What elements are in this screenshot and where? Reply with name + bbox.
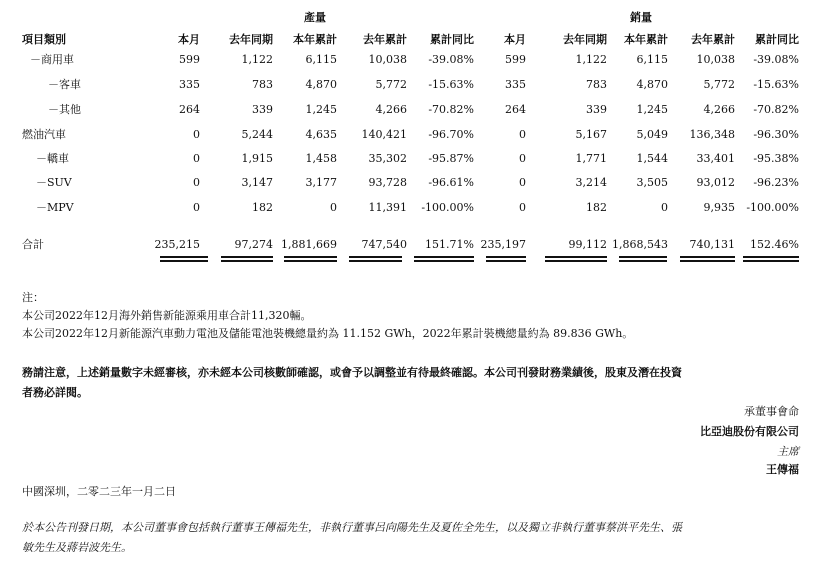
sales-cell: 0 <box>519 128 526 141</box>
row-label: －轎車 <box>36 152 69 165</box>
sales-cell: 136,348 <box>689 128 735 141</box>
production-yoy-header: 累計同比 <box>430 33 474 46</box>
category-column-header: 項目類別 <box>22 33 66 46</box>
sales-cell: -15.63% <box>753 78 799 91</box>
sales-cell: 10,038 <box>696 53 735 66</box>
double-underline <box>743 256 799 262</box>
production-cell: 4,870 <box>305 78 337 91</box>
production-cell: 1,915 <box>241 152 273 165</box>
production-cell: 0 <box>193 128 200 141</box>
sales-cell: 335 <box>505 78 526 91</box>
production-cell: 747,540 <box>361 238 407 251</box>
sales-cell: 1,245 <box>636 103 668 116</box>
row-label: －商用車 <box>30 53 74 66</box>
production-cell: -39.08% <box>428 53 474 66</box>
production-cell: -96.70% <box>428 128 474 141</box>
place-date: 中國深圳，二零二三年一月二日 <box>22 485 176 498</box>
sales-cell: 264 <box>505 103 526 116</box>
sales-prev-same-header: 去年同期 <box>563 33 607 46</box>
sales-cell: -70.82% <box>753 103 799 116</box>
production-month-header: 本月 <box>178 33 200 46</box>
sales-cell: 93,012 <box>696 176 735 189</box>
production-cell: 151.71% <box>425 238 474 251</box>
row-label: －其他 <box>48 103 81 116</box>
sales-cell: 339 <box>586 103 607 116</box>
signature-name: 王傳福 <box>766 463 799 476</box>
double-underline <box>160 256 208 262</box>
sales-cell: 0 <box>519 176 526 189</box>
production-cell: 339 <box>252 103 273 116</box>
production-cell: 783 <box>252 78 273 91</box>
sales-cell: 1,122 <box>575 53 607 66</box>
sales-cell: -96.23% <box>753 176 799 189</box>
production-prev-same-header: 去年同期 <box>229 33 273 46</box>
production-cell: 6,115 <box>305 53 337 66</box>
sales-cell: 1,868,543 <box>612 238 668 251</box>
sales-cell: 0 <box>519 201 526 214</box>
row-label: －客車 <box>48 78 81 91</box>
signature-company: 比亞迪股份有限公司 <box>700 425 799 438</box>
sales-cell: 1,771 <box>575 152 607 165</box>
row-label: 燃油汽車 <box>22 128 66 141</box>
production-cell: 5,772 <box>375 78 407 91</box>
row-label: －MPV <box>36 201 74 214</box>
double-underline <box>349 256 402 262</box>
sales-yoy-header: 累計同比 <box>755 33 799 46</box>
production-cell: 5,244 <box>241 128 273 141</box>
row-label: 合計 <box>22 238 44 251</box>
footer-line-1: 於本公告刊發日期，本公司董事會包括執行董事王傳福先生，非執行董事呂向陽先生及夏佐全先生，以及獨立非執行董事蔡洪平先生、張 <box>22 521 682 534</box>
production-cell: 97,274 <box>234 238 273 251</box>
sales-cell: 9,935 <box>703 201 735 214</box>
sales-group-header: 銷量 <box>630 11 652 24</box>
sales-cell: 182 <box>586 201 607 214</box>
sales-cell: 235,197 <box>480 238 526 251</box>
production-cell: 0 <box>193 176 200 189</box>
double-underline <box>545 256 607 262</box>
production-ytd-header: 本年累計 <box>293 33 337 46</box>
production-cell: 1,458 <box>305 152 337 165</box>
production-cell: 3,147 <box>241 176 273 189</box>
production-cell: 0 <box>193 152 200 165</box>
double-underline <box>414 256 474 262</box>
production-cell: 35,302 <box>368 152 407 165</box>
warning-line-2: 者務必詳閱。 <box>22 386 88 399</box>
sales-cell: 3,505 <box>636 176 668 189</box>
production-cell: -95.87% <box>428 152 474 165</box>
sales-ytd-header: 本年累計 <box>624 33 668 46</box>
production-cell: 4,266 <box>375 103 407 116</box>
double-underline <box>486 256 526 262</box>
production-cell: 182 <box>252 201 273 214</box>
sales-cell: -95.38% <box>753 152 799 165</box>
double-underline <box>680 256 735 262</box>
production-cell: 1,122 <box>241 53 273 66</box>
production-cell: 10,038 <box>368 53 407 66</box>
note-line-2: 本公司2022年12月新能源汽車動力電池及儲能電池裝機總量約為 11.152 GWh，2022年累計裝機總量約為 89.836 GWh。 <box>22 327 634 340</box>
sales-cell: 5,049 <box>636 128 668 141</box>
sales-cell: 5,772 <box>703 78 735 91</box>
warning-line-1: 務請注意，上述銷量數字未經審核，亦未經本公司核數師確認，或會予以調整並有待最終確認。本公司刊發財務業績後，股東及潛在投資 <box>22 366 682 379</box>
sales-cell: 599 <box>505 53 526 66</box>
sales-cell: 0 <box>519 152 526 165</box>
sales-cell: -39.08% <box>753 53 799 66</box>
production-cell: 93,728 <box>368 176 407 189</box>
sales-cell: 6,115 <box>636 53 668 66</box>
production-cell: 11,391 <box>368 201 407 214</box>
production-cell: 3,177 <box>305 176 337 189</box>
production-cell: 599 <box>179 53 200 66</box>
sales-cell: 4,266 <box>703 103 735 116</box>
production-cell: -15.63% <box>428 78 474 91</box>
double-underline <box>221 256 273 262</box>
sales-cell: 0 <box>661 201 668 214</box>
double-underline <box>619 256 667 262</box>
production-cell: -96.61% <box>428 176 474 189</box>
production-cell: 1,245 <box>305 103 337 116</box>
sales-cell: 5,167 <box>575 128 607 141</box>
production-cell: 140,421 <box>361 128 407 141</box>
double-underline <box>284 256 337 262</box>
sales-cell: 99,112 <box>568 238 607 251</box>
sales-cell: 1,544 <box>636 152 668 165</box>
signature-position: 主席 <box>777 445 799 458</box>
production-cell: 264 <box>179 103 200 116</box>
notes-title: 注： <box>22 291 44 304</box>
sales-cell: -100.00% <box>746 201 799 214</box>
production-cell: 0 <box>193 201 200 214</box>
footer-line-2: 敏先生及蔣岩波先生。 <box>22 541 132 554</box>
sales-prev-ytd-header: 去年累計 <box>691 33 735 46</box>
sales-cell: 3,214 <box>575 176 607 189</box>
sales-cell: 740,131 <box>689 238 735 251</box>
sales-cell: 4,870 <box>636 78 668 91</box>
production-cell: -70.82% <box>428 103 474 116</box>
sales-cell: 783 <box>586 78 607 91</box>
production-group-header: 產量 <box>304 11 326 24</box>
sales-month-header: 本月 <box>504 33 526 46</box>
sales-cell: 33,401 <box>696 152 735 165</box>
production-cell: 1,881,669 <box>281 238 337 251</box>
production-cell: 0 <box>330 201 337 214</box>
production-cell: 4,635 <box>305 128 337 141</box>
sales-cell: 152.46% <box>750 238 799 251</box>
production-cell: 335 <box>179 78 200 91</box>
sales-cell: -96.30% <box>753 128 799 141</box>
production-prev-ytd-header: 去年累計 <box>363 33 407 46</box>
signature-order: 承董事會命 <box>744 405 799 418</box>
note-line-1: 本公司2022年12月海外銷售新能源乘用車合計11,320輛。 <box>22 309 312 322</box>
production-cell: 235,215 <box>154 238 200 251</box>
row-label: －SUV <box>36 176 72 189</box>
production-cell: -100.00% <box>421 201 474 214</box>
